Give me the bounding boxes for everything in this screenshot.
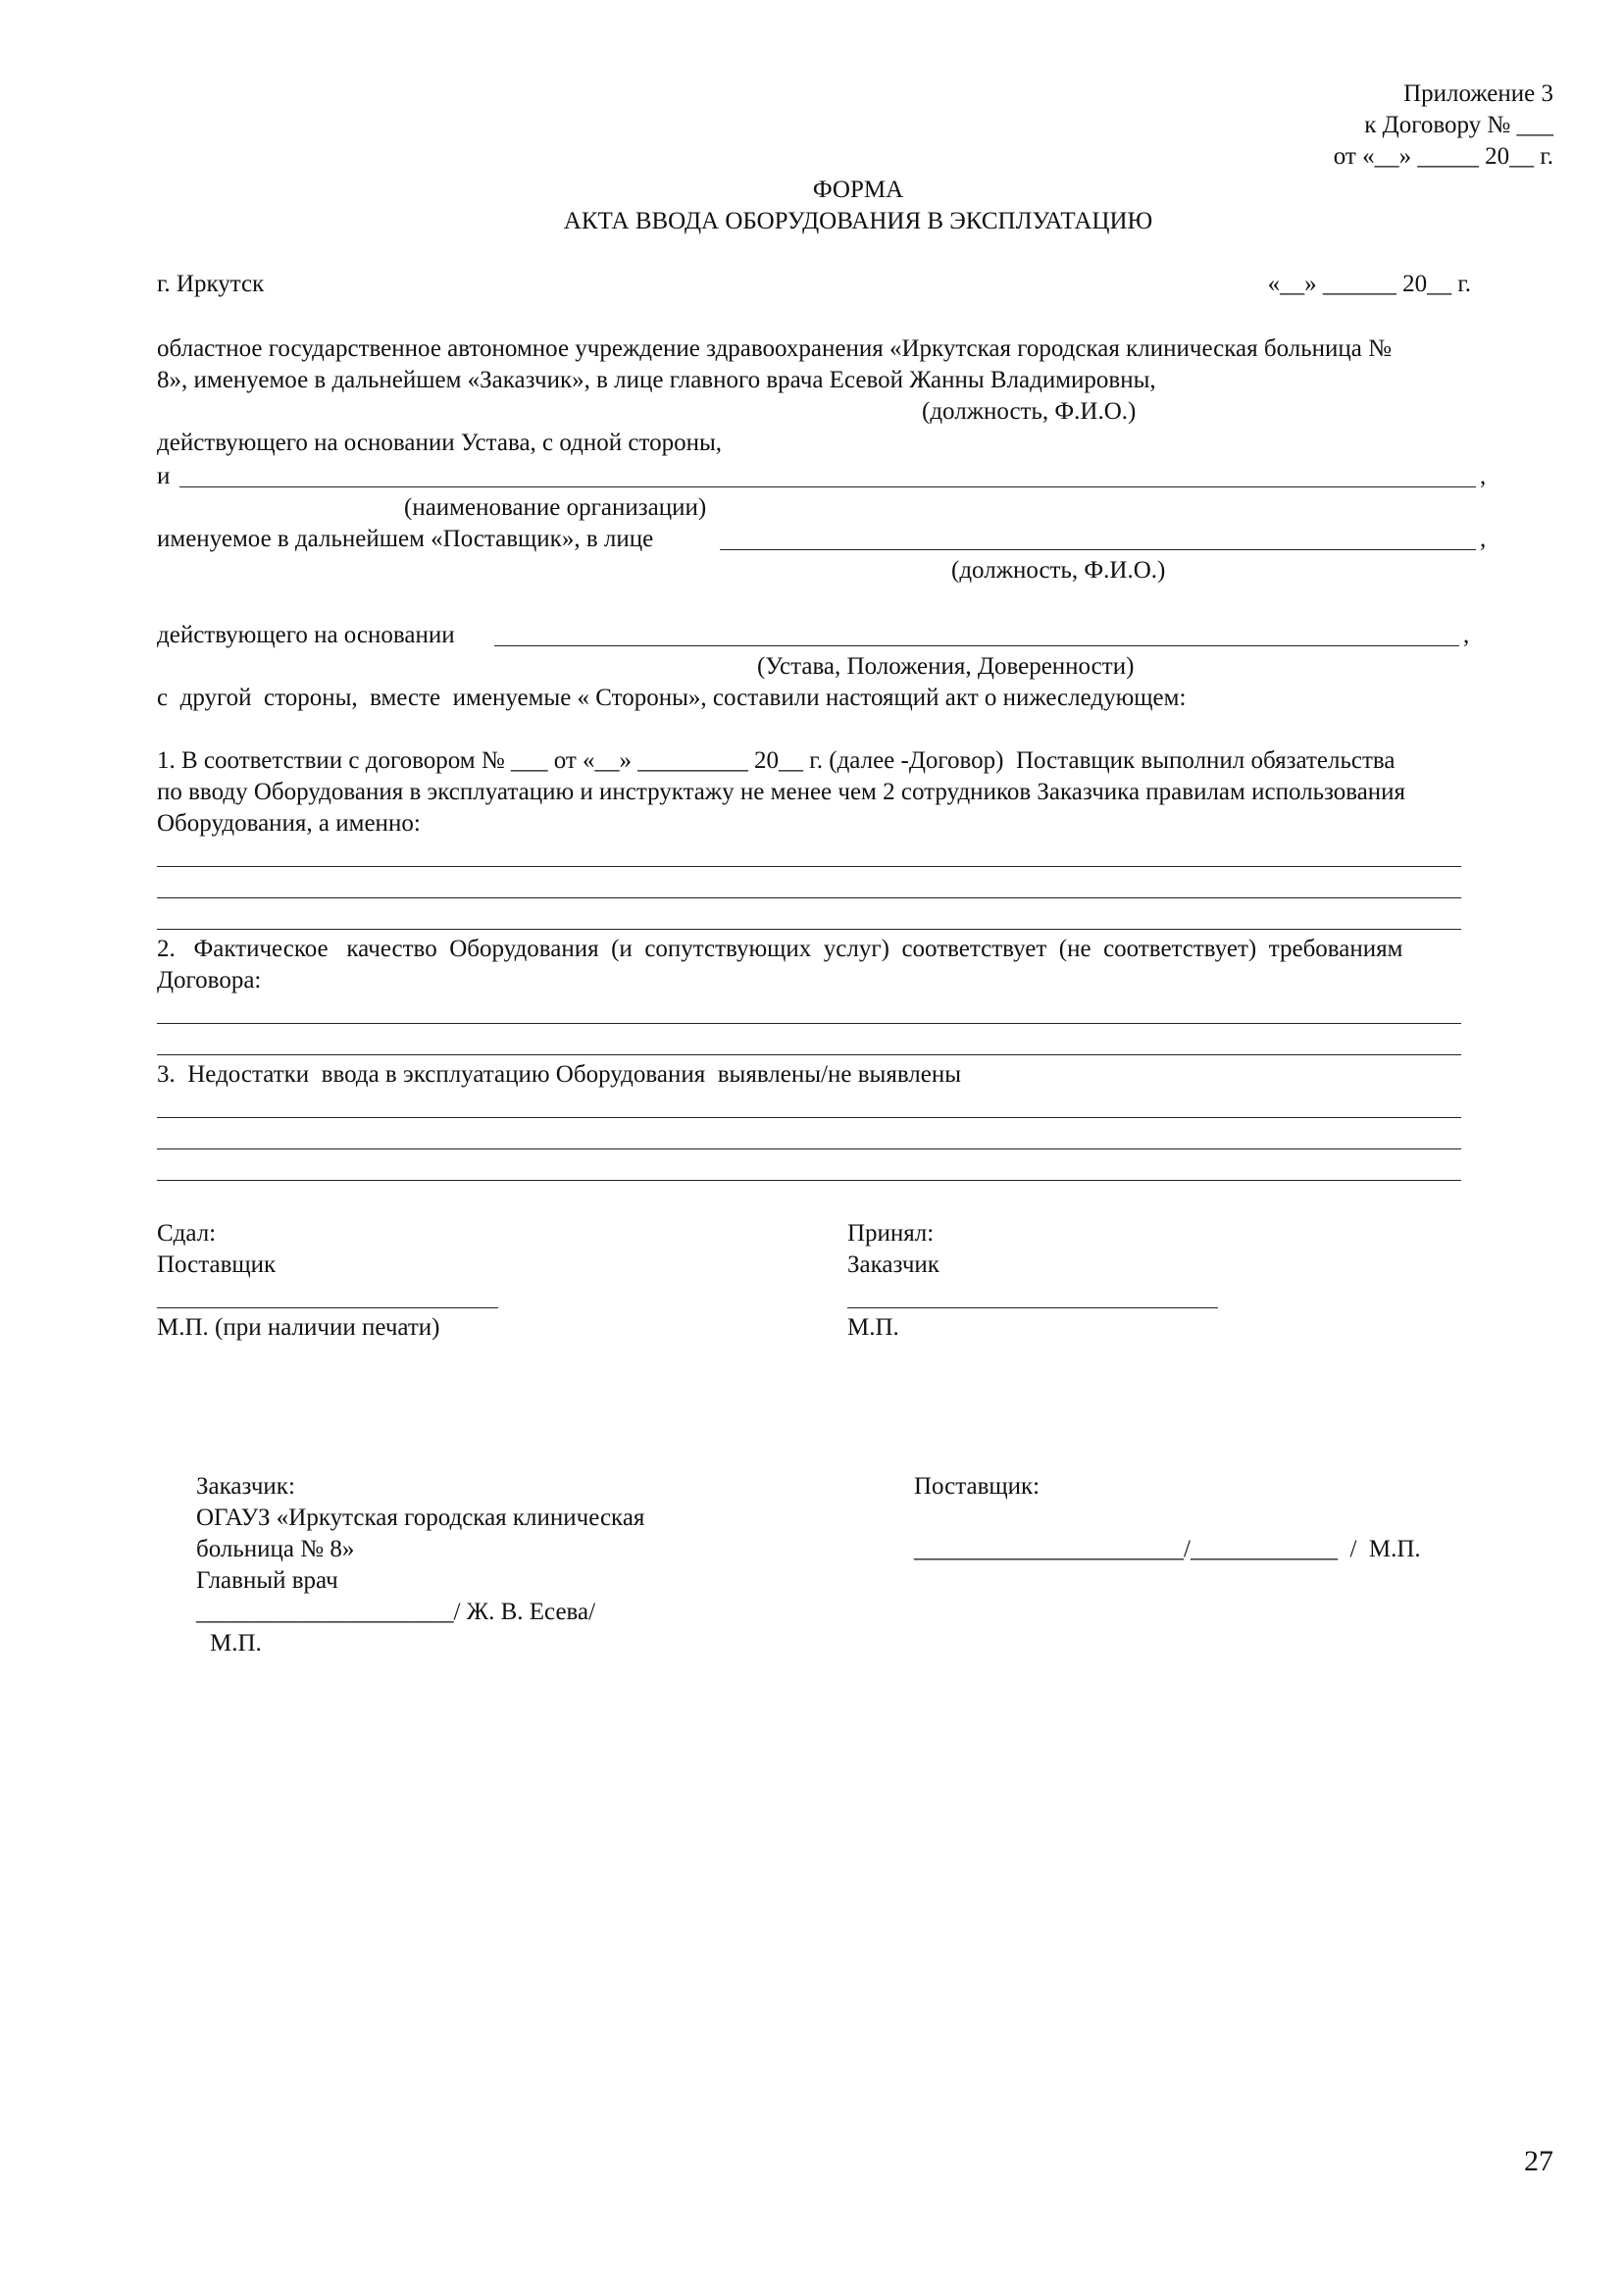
city: г. Иркутск [157, 271, 265, 297]
received-label: Принял: [847, 1220, 935, 1247]
organization-name-line[interactable] [179, 486, 1476, 487]
customer-text-line2: 8», именуемое в дальнейшем «Заказчик», в лице главного врача Есевой Жанны Владимировны, [157, 367, 1156, 393]
comma: , [1480, 463, 1487, 489]
customer-label: Заказчик [847, 1251, 939, 1278]
clause-1-line3: Оборудования, а именно: [157, 810, 421, 837]
sig-customer-org-line1: ОГАУЗ «Иркутская городская клиническая [196, 1504, 645, 1531]
hint-organization: (наименование организации) [404, 494, 707, 521]
clause-1-fill-line[interactable] [157, 929, 1461, 930]
clause-2-line2: Договора: [157, 967, 262, 994]
sig-customer-org-line2: больница № 8» [196, 1536, 355, 1562]
customer-signature-line[interactable] [847, 1307, 1218, 1308]
comma: , [1480, 526, 1487, 552]
appendix-date: от «__» _____ 20__ г. [1333, 143, 1553, 170]
customer-text-line1: областное государственное автономное учреждение здравоохранения «Иркутская городская клиническая больница № [157, 335, 1392, 362]
sig-supplier-label: Поставщик: [914, 1473, 1040, 1500]
sig-customer-label: Заказчик: [196, 1473, 295, 1500]
page-number: 27 [1524, 2145, 1553, 2177]
appendix-contract: к Договору № ___ [1364, 112, 1553, 138]
hint-documents: (Устава, Положения, Доверенности) [757, 653, 1135, 680]
clause-1-line2: по вводу Оборудования в эксплуатацию и инструктажу не менее чем 2 сотрудников Заказчика правилам использования [157, 779, 1406, 805]
act-title: АКТА ВВОДА ОБОРУДОВАНИЯ В ЭКСПЛУАТАЦИЮ [563, 208, 1153, 234]
clause-3-fill-line[interactable] [157, 1180, 1461, 1181]
act-date: «__» ______ 20__ г. [1267, 271, 1471, 297]
clause-2-fill-line[interactable] [157, 1023, 1461, 1024]
basis-charter: действующего на основании Устава, с одной стороны, [157, 430, 723, 456]
clause-2-fill-line[interactable] [157, 1054, 1461, 1055]
supplier-signature-line[interactable] [157, 1307, 498, 1308]
hint-position-1: (должность, Ф.И.О.) [922, 398, 1137, 425]
clause-2-line1: 2. Фактическое качество Оборудования (и сопутствующих услуг) соответствует (не соответствует) требованиям [157, 936, 1403, 962]
sig-customer-stamp: М.П. [210, 1630, 262, 1657]
clause-3-fill-line[interactable] [157, 1117, 1461, 1118]
clause-3-line1: 3. Недостатки ввода в эксплуатацию Оборудования выявлены/не выявлены [157, 1061, 962, 1088]
supplier-named: именуемое в дальнейшем «Поставщик», в лице [157, 526, 654, 552]
sig-customer-role: Главный врач [196, 1567, 338, 1594]
supplier-representative-line[interactable] [720, 549, 1476, 550]
clause-1-fill-line[interactable] [157, 866, 1461, 867]
other-side-text: с другой стороны, вместе именуемые « Стороны», составили настоящий акт о нижеследующем: [157, 685, 1187, 711]
gave-label: Сдал: [157, 1220, 217, 1247]
basis-label: действующего на основании [157, 622, 455, 648]
hint-position-2: (должность, Ф.И.О.) [951, 557, 1166, 584]
sig-customer-signature[interactable]: _____________________/ Ж. В. Есева/ [196, 1599, 596, 1625]
clause-1-line1: 1. В соответствии с договором № ___ от «__» _________ 20__ г. (далее -Договор) Поставщик выполнил обязательства [157, 747, 1396, 774]
form-title: ФОРМА [812, 177, 904, 203]
supplier-stamp-note: М.П. (при наличии печати) [157, 1314, 440, 1341]
appendix-number: Приложение 3 [1403, 80, 1553, 107]
clause-3-fill-line[interactable] [157, 1148, 1461, 1149]
clause-1-fill-line[interactable] [157, 897, 1461, 898]
and-label: и [157, 463, 171, 489]
sig-supplier-signature[interactable]: ______________________/____________ / М.П. [914, 1536, 1421, 1562]
basis-document-line[interactable] [494, 645, 1459, 646]
customer-stamp-note: М.П. [847, 1314, 899, 1341]
supplier-label: Поставщик [157, 1251, 277, 1278]
comma: , [1463, 622, 1470, 648]
